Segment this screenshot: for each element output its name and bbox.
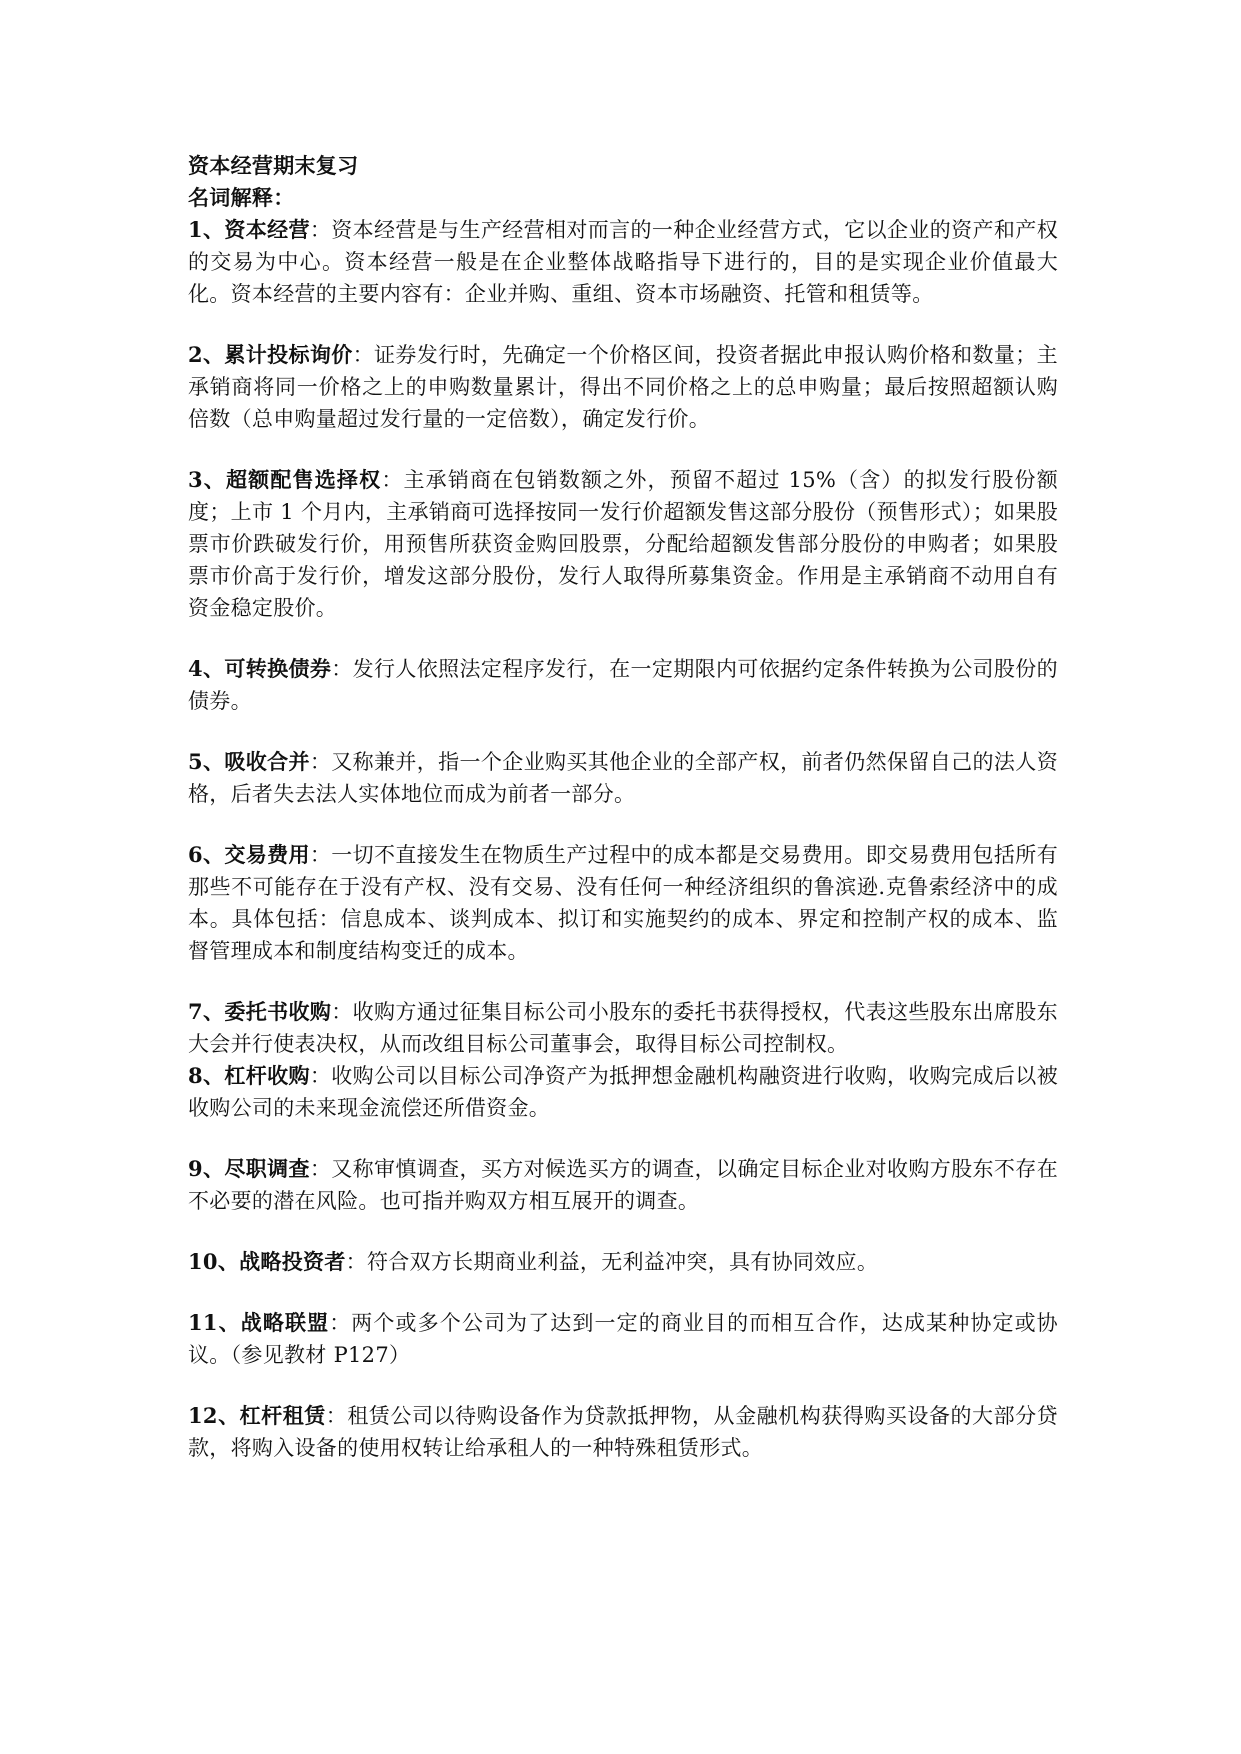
entry-text: 租赁公司以待购设备作为贷款抵押物，从金融机构获得购买设备的大部分贷款，将购入设备的使用权转让给承租人的一种特殊租赁形式。	[188, 1404, 1058, 1460]
entry-separator: ：	[329, 1311, 352, 1335]
entry-term: 6、交易费用	[188, 842, 310, 867]
entry-separator: ：	[309, 218, 332, 242]
entry-separator: ：	[331, 657, 353, 681]
entry-text: 两个或多个公司为了达到一定的商业目的而相互合作，达成某种协定或协议。（参见教材 P127）	[188, 1311, 1058, 1367]
definition-entry	[188, 653, 1058, 717]
entry-separator: ：	[309, 1157, 332, 1181]
entry-text: 又称审慎调查，买方对候选买方的调查，以确定目标企业对收购方股东不存在不必要的潜在风险。也可指并购双方相互展开的调查。	[188, 1157, 1058, 1213]
entry-text: 证券发行时，先确定一个价格区间，投资者据此申报认购价格和数量；主承销商将同一价格之上的申购数量累计，得出不同价格之上的总申购量；最后按照超额认购倍数（总申购量超过发行量的一定倍数），确定发行价。	[188, 343, 1058, 431]
definition-entry	[188, 339, 1058, 435]
entry-separator: ：	[309, 1064, 332, 1088]
document-title: 资本经营期末复习	[188, 153, 359, 178]
entry-term: 7、委托书收购	[188, 999, 332, 1024]
entry-text: 又称兼并，指一个企业购买其他企业的全部产权，前者仍然保留自己的法人资格，后者失去法人实体地位而成为前者一部分。	[188, 750, 1058, 806]
entry-term: 2、累计投标询价	[188, 342, 353, 367]
definition-entry	[188, 464, 1058, 624]
entry-separator: ：	[325, 1404, 348, 1428]
entry-term: 1、资本经营	[188, 217, 310, 242]
definition-entry	[188, 1153, 1058, 1217]
entry-term: 9、尽职调查	[188, 1156, 310, 1181]
entry-term: 4、可转换债券	[188, 656, 332, 681]
definition-entry	[188, 1060, 1058, 1124]
entry-text: 一切不直接发生在物质生产过程中的成本都是交易费用。即交易费用包括所有那些不可能存在于没有产权、没有交易、没有任何一种经济组织的鲁滨逊.克鲁索经济中的成本。具体包括：信息成本、谈判成本、拟订和实施契约的成本、界定和控制产权的成本、监督管理成本和制度结构变迁的成本。	[188, 843, 1058, 963]
entry-term: 12、杠杆租赁	[188, 1403, 326, 1428]
entry-text: 主承销商在包销数额之外，预留不超过 15%（含）的拟发行股份额度；上市 1 个月内，主承销商可选择按同一发行价超额发售这部分股份（预售形式）；如果股票市价跌破发行价，用预售所获资金购回股票，分配给超额发售部分股份的申购者；如果股票市价高于发行价，增发这部分股份，发行人取得所募集资金。作用是主承销商不动用自有资金稳定股价。	[188, 468, 1058, 620]
entry-term: 5、吸收合并	[188, 749, 310, 774]
entry-text: 发行人依照法定程序发行，在一定期限内可依据约定条件转换为公司股份的债券。	[188, 657, 1058, 713]
definition-entry	[188, 839, 1058, 967]
definition-entry	[188, 1246, 1058, 1278]
entry-separator: ：	[381, 468, 404, 492]
entry-separator: ：	[309, 750, 332, 774]
entry-text: 收购公司以目标公司净资产为抵押想金融机构融资进行收购，收购完成后以被收购公司的未来现金流偿还所借资金。	[188, 1064, 1058, 1120]
entry-separator: ：	[309, 843, 332, 867]
entry-separator: ：	[345, 1250, 367, 1274]
entry-text: 符合双方长期商业利益，无利益冲突，具有协同效应。	[366, 1250, 879, 1274]
definition-entry	[188, 1400, 1058, 1464]
entry-term: 10、战略投资者	[188, 1249, 346, 1274]
definition-entry	[188, 746, 1058, 810]
entry-text: 收购方通过征集目标公司小股东的委托书获得授权，代表这些股东出席股东大会并行使表决权，从而改组目标公司董事会，取得目标公司控制权。	[188, 1000, 1058, 1056]
document-page	[188, 150, 1058, 1464]
definition-entry	[188, 1307, 1058, 1371]
entry-separator: ：	[331, 1000, 353, 1024]
entry-term: 8、杠杆收购	[188, 1063, 310, 1088]
section-heading: 名词解释：	[188, 185, 295, 210]
entry-term: 3、超额配售选择权	[188, 467, 382, 492]
definition-entry	[188, 996, 1058, 1060]
entry-term: 11、战略联盟	[188, 1310, 330, 1335]
definition-entry	[188, 214, 1058, 310]
entry-separator: ：	[352, 343, 375, 367]
entry-text: 资本经营是与生产经营相对而言的一种企业经营方式，它以企业的资产和产权的交易为中心。资本经营一般是在企业整体战略指导下进行的，目的是实现企业价值最大化。资本经营的主要内容有：企业并购、重组、资本市场融资、托管和租赁等。	[188, 218, 1058, 306]
